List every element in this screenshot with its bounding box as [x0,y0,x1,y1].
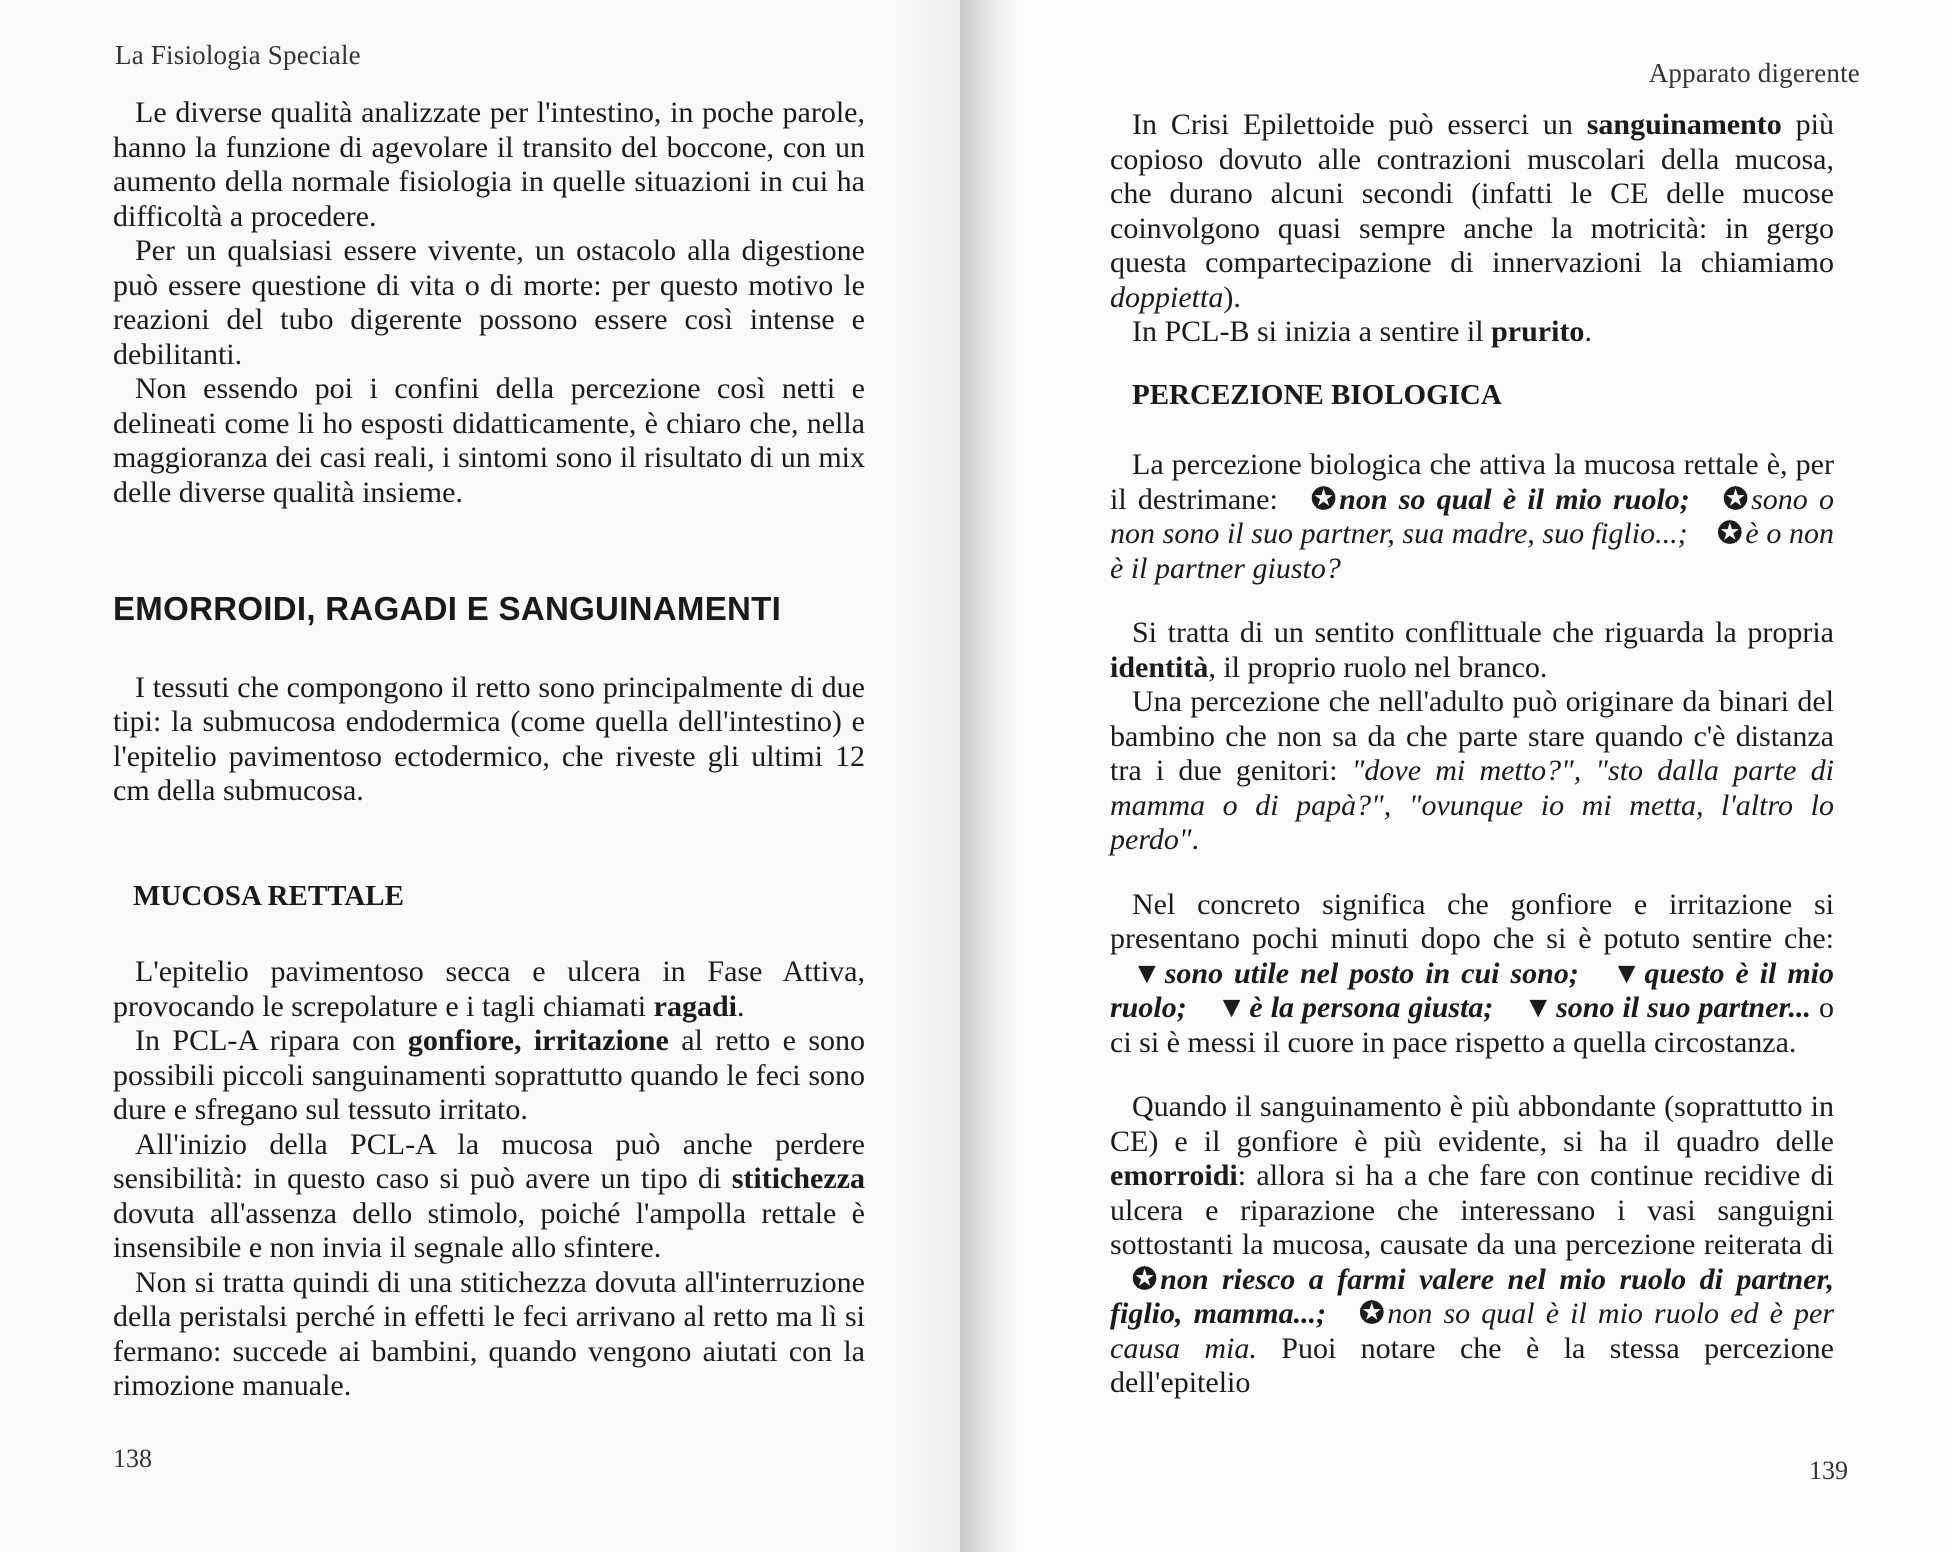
paragraph: In PCL-B si inizia a sentire il prurito. [1132,315,1592,348]
book-gutter-shade [960,0,1020,1552]
star-marker-icon: ✪ [1311,482,1337,516]
paragraph: Una percezione che nell'adulto può originare da binari del bambino che non sa da che parte stare quando c'è distanza tra i due genitori: "dove mi metto?", "sto dalla parte di mamma o di papà?", "ovunque io mi metta, l'altro lo perdo". [1110,685,1834,856]
triangle-marker-icon: ▼ [1523,991,1554,1024]
paragraph: Si tratta di un sentito conflittuale che riguarda la propria identità, il proprio ruolo nel branco. [1110,616,1834,684]
triangle-marker-icon: ▼ [1132,956,1162,990]
running-head-left: La Fisiologia Speciale [115,40,361,70]
section-title: PERCEZIONE BIOLOGICA [1132,378,1502,411]
star-marker-icon: ✪ [1359,1297,1385,1330]
triangle-marker-icon: ▼ [1216,991,1247,1024]
paragraph: La percezione biologica che attiva la mucosa rettale è, per il destrimane: ✪ non so qual è il mio ruolo; ✪ sono o non sono il suo partner, sua madre, suo figlio...; ✪ è o non è il partner giusto? [1110,448,1834,585]
paragraph: All'inizio della PCL-A la mucosa può anche perdere sensibilità: in questo caso si può avere un tipo di stitichezza dovuta all'assenza dello stimolo, poiché l'ampolla rettale è insensibile e non invia il segnale allo sfintere. [113,1127,865,1264]
paragraph: Nel concreto significa che gonfiore e irritazione si presentano pochi minuti dopo che si è potuto sentire che: ▼ sono utile nel posto in cui sono; ▼ questo è il mio ruolo; ▼ è la persona giusta; ▼ sono il suo partner... o ci si è messi il cuore in pace rispetto a quella circostanza. [1110,887,1835,1059]
section-title: MUCOSA RETTALE [133,879,404,912]
paragraph: Le diverse qualità analizzate per l'intestino, in poche parole, hanno la funzione di agevolare il transito del boccone, con un aumento della normale fisiologia in quelle situazioni in cui ha difficoltà a procedere. [113,96,865,233]
running-head-right: Apparato digerente [1648,58,1860,88]
page-number-left: 138 [113,1444,152,1473]
paragraph: Non essendo poi i confini della percezione così netti e delineati come li ho esposti didatticamente, è chiaro che, nella maggioranza dei casi reali, i sintomi sono il risultato di un mix delle diverse qualità insieme. [113,372,865,509]
star-marker-icon: ✪ [1717,517,1743,550]
paragraph: I tessuti che compongono il retto sono principalmente di due tipi: la submucosa endodermica (come quella dell'intestino) e l'epitelio pavimentoso ectodermico, che riveste gli ultimi 12 cm della submucosa. [113,670,865,807]
paragraph: Per un qualsiasi essere vivente, un ostacolo alla digestione può essere questione di vita o di morte: per questo motivo le reazioni del tubo digerente possono essere così intense e debilitanti. [113,234,865,371]
paragraph: Non si tratta quindi di una stitichezza dovuta all'interruzione della peristalsi perché in effetti le feci arrivano al retto ma lì si fermano: succede ai bambini, quando vengono aiutati con la rimozione manuale. [113,1265,865,1402]
page-number-right: 139 [1809,1456,1848,1485]
triangle-marker-icon: ▼ [1611,956,1642,990]
book-gutter-shadow [900,0,960,1552]
paragraph: In Crisi Epilettoide può esserci un sanguinamento più copioso dovuto alle contrazioni muscolari della mucosa, che durano alcuni secondi (infatti le CE delle mucose coinvolgono quasi sempre anche la motricità: in gergo questa compartecipazione di innervazioni la chiamiamo doppietta). [1110,108,1834,314]
left-page [0,0,960,1552]
left-text-block [113,96,865,1404]
right-page [960,0,1946,1552]
paragraph: In PCL-A ripara con gonfiore, irritazione al retto e sono possibili piccoli sanguinamenti soprattutto quando le feci sono dure e sfregano sul tessuto irritato. [113,1024,865,1126]
paragraph: Quando il sanguinamento è più abbondante (soprattutto in CE) e il gonfiore è più evidente, si ha il quadro delle emorroidi: allora si ha a che fare con continue recidive di ulcera e riparazione che interessano i vasi sanguigni sottostanti la mucosa, causate da una percezione reiterata di ✪ non riesco a farmi valere nel mio ruolo di partner, figlio, mamma...; ✪ non so qual è il mio ruolo ed è per causa mia. Puoi notare che è la stessa percezione dell'epitelio [1110,1090,1834,1399]
chapter-title: EMORROIDI, RAGADI E SANGUINAMENTI [113,590,782,627]
star-marker-icon: ✪ [1132,1262,1158,1296]
right-text-block [1110,108,1834,1401]
paragraph: L'epitelio pavimentoso secca e ulcera in Fase Attiva, provocando le screpolature e i tagli chiamati ragadi. [113,955,865,1023]
star-marker-icon: ✪ [1722,482,1749,516]
